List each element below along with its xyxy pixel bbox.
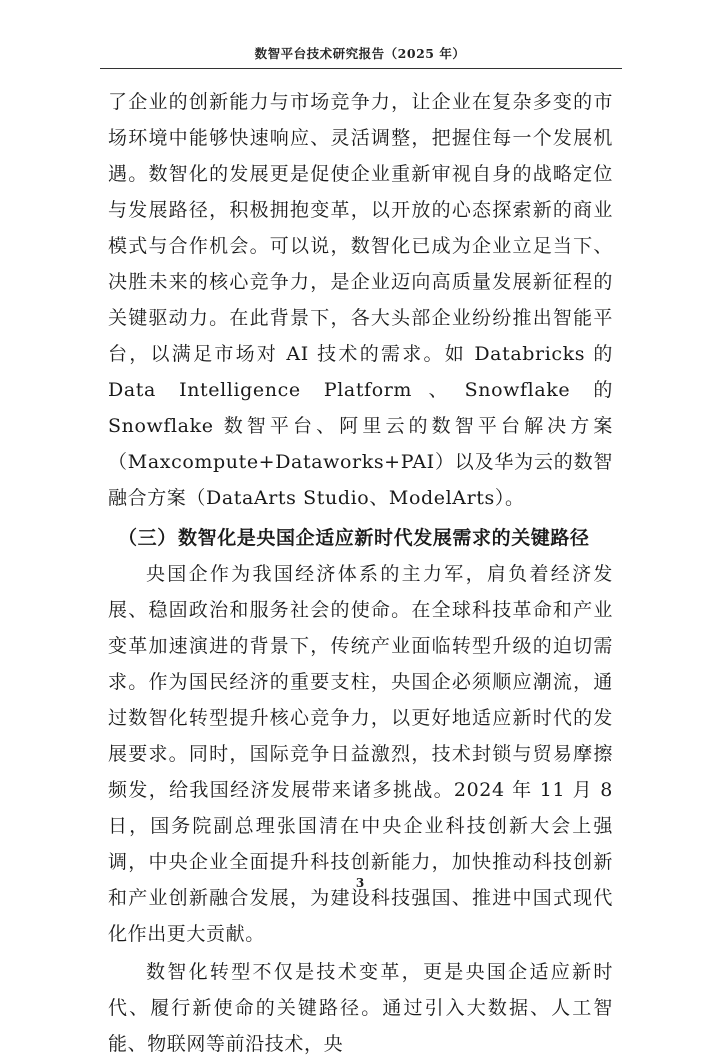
paragraph-transformation: 数智化转型不仅是技术变革，更是央国企适应新时代、履行新使命的关键路径。通过引入大数据、人工智能、物联网等前沿技术，央 [108,961,613,1055]
body-text [108,84,613,1062]
paragraph-soe-role: 央国企作为我国经济体系的主力军，肩负着经济发展、稳固政治和服务社会的使命。在全球科技革命和产业变革加速演进的背景下，传统产业面临转型升级的迫切需求。作为国民经济的重要支柱，央国企必须顺应潮流，通过数智化转型提升核心竞争力，以更好地适应新时代的发展要求。同时，国际竞争日益激烈，技术封锁与贸易摩擦频发，给我国经济发展带来诸多挑战。2024 年 11 月 8 日，国务院副总理张国清在中央企业科技创新大会上强调，中央企业全面提升科技创新能力，加快推动科技创新和产业创新融合发展，为建设科技强国、推进中国式现代化作出更大贡献。 [108,563,613,945]
header-rule [100,68,622,69]
paragraph-continued: 了企业的创新能力与市场竞争力，让企业在复杂多变的市场环境中能够快速响应、灵活调整，把握住每一个发展机遇。数智化的发展更是促使企业重新审视自身的战略定位与发展路径，积极拥抱变革，以开放的心态探索新的商业模式与合作机会。可以说，数智化已成为企业立足当下、决胜未来的核心竞争力，是企业迈向高质量发展新征程的关键驱动力。在此背景下，各大头部企业纷纷推出智能平台，以满足市场对 AI 技术的需求。如 Databricks 的 Data Intelligence Platform、Snowflake 的 Snowflake 数智平台、阿里云的数智平台解决方案（Maxcompute+Dataworks+PAI）以及华为云的数智融合方案（DataArts Studio、ModelArts）。 [108,91,613,509]
section-number: （三） [118,527,177,549]
section-heading [108,520,613,556]
section-title: 数智化是央国企适应新时代发展需求的关键路径 [178,527,590,549]
page-number: 3 [355,876,365,890]
running-header: 数智平台技术研究报告（2025 年） [254,46,466,61]
